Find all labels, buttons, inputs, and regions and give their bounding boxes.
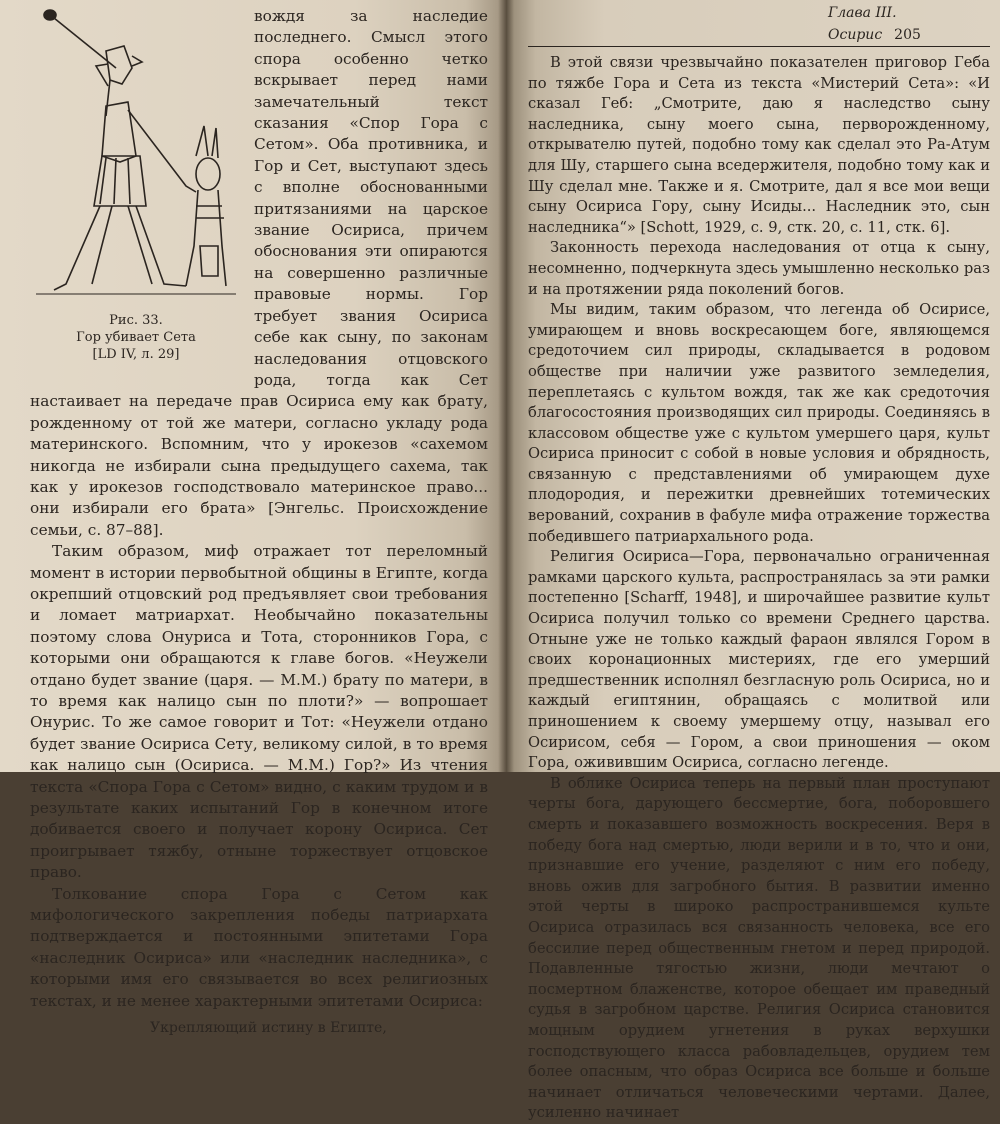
figure-caption <box>30 312 242 363</box>
right-paragraph-1: В этой связи чрезвычайно показателен приговор Геба по тяжбе Гора и Сета из текста «Мистерий Сета»: «И сказал Геб: „Смотрите, даю я наследство сыну наследника, сыну моего сына, перворожденному, открывателю путей, подобно тому как сделал это Ра-Атум для Шу, старшего сына вседержителя, подобно тому как и Шу сделал мне. Также и я. Смотрите, дал я все мои вещи сыну Осириса Гору, сыну Исиды... Наследник это, сын наследника“» [Schott, 1929, с. 9, стк. 20, с. 11, стк. 6]. <box>528 54 990 236</box>
right-page <box>506 0 1000 1122</box>
horus-slaying-seth-illustration <box>36 6 236 306</box>
figure-33 <box>30 6 242 376</box>
figure-source: [LD IV, л. 29] <box>92 347 180 362</box>
left-paragraph-3: Толкование спора Гора с Сетом как мифологического закрепления победы патриархата подтверждается и постоянными эпитетами Гора «наследник Осириса» или «наследник наследника», с которыми имя его связывается во всех религиозных текстах, и не менее характерными эпитетами Осириса: <box>30 884 488 1010</box>
page-number: 205 <box>894 27 921 43</box>
right-paragraph-4: Религия Осириса—Гора, первоначально ограниченная рамками царского культа, распространялась за эти рамки постепенно [Scharff, 1948], и широчайшее развитие культ Осириса получил только со времени Среднего царства. Отныне уже не только каждый фараон являлся Гором в своих коронационных мистериях, где его умерший предшественник исполнял безгласную роль Осириса, но и каждый египтянин, обращаясь с молитвой или приношением к своему умершему отцу, называл его Осирисом, себя — Гором, а свои приношения — оком Гора, оживившим Осириса, согласно легенде. <box>528 548 990 772</box>
chapter-title: Глава III. Осирис <box>828 5 897 43</box>
right-paragraph-3: Мы видим, таким образом, что легенда об Осирисе, умирающем и вновь воскресающем боге, являющемся средоточием сил природы, складывается в родовом обществе при наличии уже развитого земледелия, переплетаясь с культом вождя, так же как средоточия благосостояния производящих сил природы. Соединяясь в классовом обществе уже с культом умершего царя, культ Осириса приносит с собой в новые условия и обрядность, связанную с представлениями об умирающем духе плодородия, и пережитки древнейших тотемических верований, сохранив в фабуле мифа отражение торжества победившего патриархального рода. <box>528 301 990 545</box>
book-gutter <box>498 0 514 772</box>
left-paragraph-1: вождя за наследие последнего. Смысл этого спора особенно четко вскрывает перед нами замечательный текст сказания «Спор Гора с Сетом». Оба противника, и Гор и Сет, выступают здесь с вполне обоснованными притязаниями на царское звание Осириса, причем обоснования эти опираются на совершенно различные правовые нормы. Гор требует звания Осириса себе как сыну, по законам наследования отцовского рода, тогда как Сет настаивает на передаче прав Осириса ему как брату, рожденному от той же матери, согласно укладу рода материнского. Вспомним, что у ирокезов «сахемом никогда не избирали сына предыдущего сахема, так как у ирокезов господствовало материнское право... они избирали его брата» [Энгельс. Происхождение семьи, с. 87–88]. <box>30 7 488 539</box>
right-paragraph-5: В облике Осириса теперь на первый план проступают черты бога, дарующего бессмертие, бога, поборовшего смерть и показавшего возможность воскресения. Веря в победу бога над смертью, люди верили и в то, что и они, признавшие его учение, разделяют с ним его победу, вновь ожив для загробного бытия. В развитии именно этой черты в широко распространившемся культе Осириса отразилась вся связанность человека, все его бессилие перед общественным гнетом и перед природой. Подавленные тягостью жизни, люди мечтают о посмертном блаженстве, которое обещает им праведный судья в загробном царстве. Религия Осириса становится мощным орудием угнетения в руках верхушки господствующего класса рабовладельцев, орудием тем более опасным, что образ Осириса все больше и больше начинает отличаться человеческими чертами. Далее, усиленно начинает <box>528 774 990 1122</box>
left-epigraph: Укрепляющий истину в Египте, <box>150 1020 387 1037</box>
running-header <box>528 2 990 47</box>
left-paragraph-2: Таким образом, миф отражает тот переломный момент в истории первобытной общины в Египте, когда окрепший отцовский род предъявляет свои требования и ломает матриархат. Необычайно показательны поэтому слова Онуриса и Тота, сторонников Гора, с которыми они обращаются к главе богов. «Неужели отдано будет звание (царя. — М.М.) брату по матери, в то время как налицо сын по плоти?» — вопрошает Онурис. То же самое говорит и Тот: «Неужели отдано будет звание Осириса Сету, великому силой, в то время как налицо сын (Осириса. — М.М.) Гор?» Из чтения текста «Спора Гора с Сетом» видно, с каким трудом и в результате каких испытаний Гор в конечном итоге добивается своего и получает корону Осириса. Сет проигрывает тяжбу, отныне торжествует отцовское право. <box>30 542 488 882</box>
figure-label: Рис. 33. <box>109 313 163 328</box>
left-page <box>0 0 506 1037</box>
figure-title: Гор убивает Сета <box>76 330 196 345</box>
right-paragraph-2: Законность перехода наследования от отца к сыну, несомненно, подчеркнута здесь умышленно несколько раз и на протяжении ряда поколений богов. <box>528 239 990 298</box>
